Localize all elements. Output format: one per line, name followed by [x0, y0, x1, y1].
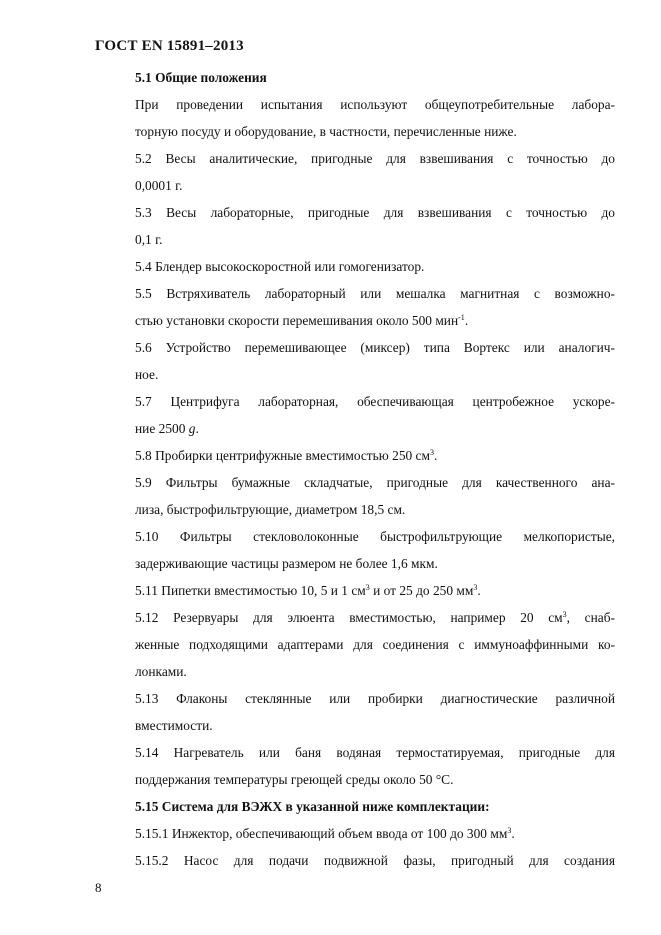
superscript: 3: [429, 448, 434, 457]
paragraph-5-5: [95, 280, 615, 334]
text-line: лонками.: [135, 664, 187, 679]
paragraph-5-7: [95, 388, 615, 442]
text-line: 5.4 Блендер высокоскоростной или гомогенизатор.: [135, 259, 425, 274]
text-line: 5.5 Встряхиватель лабораторный или мешалка магнитная с возможно-: [135, 286, 615, 301]
text-line: задерживающие частицы размером не более 1,6 мкм.: [135, 556, 438, 571]
text-run: 5.11 Пипетки вместимостью 10, 5 и 1 см: [135, 583, 366, 598]
paragraph-5-6: [95, 334, 615, 388]
paragraph-5-15-2: [95, 847, 615, 874]
superscript: 3: [473, 583, 478, 592]
text-run: , снаб-: [566, 610, 615, 625]
text-line: [95, 820, 615, 847]
text-line: женные подходящими адаптерами для соединения с иммуноаффинными ко-: [135, 637, 615, 652]
text-line: 5.10 Фильтры стекловолоконные быстрофильтрующие мелкопористые,: [135, 529, 615, 544]
paragraph-5-15-1: [95, 820, 615, 847]
section-heading: 5.1 Общие положения: [135, 70, 267, 85]
text-line: [95, 442, 615, 469]
page-number: 8: [95, 880, 102, 895]
paragraph-5-14: [95, 739, 615, 793]
superscript: 3: [507, 826, 512, 835]
text-run: 5.15.1 Инжектор, обеспечивающий объем ввода от 100 до 300 мм: [135, 826, 508, 841]
text-run: и от 25 до 250 мм: [369, 583, 474, 598]
text-line: поддержания температуры греющей среды около 50 °С.: [135, 772, 454, 787]
paragraph-5-9: [95, 469, 615, 523]
text-line: 5.7 Центрифуга лабораторная, обеспечивающая центробежное ускоре-: [135, 394, 615, 409]
text-line: 5.14 Нагреватель или баня водяная термостатируемая, пригодные для: [135, 745, 615, 760]
text-line: лиза, быстрофильтрующие, диаметром 18,5 см.: [135, 502, 406, 517]
superscript: -1: [458, 313, 465, 322]
superscript: 3: [562, 610, 567, 619]
text-line: 0,0001 г.: [135, 178, 183, 193]
text-line: 5.9 Фильтры бумажные складчатые, пригодные для качественного ана-: [135, 475, 615, 490]
paragraph-5-13: [95, 685, 615, 739]
document-code-header: ГОСТ EN 15891–2013: [95, 38, 244, 54]
text-run: 5.8 Пробирки центрифужные вместимостью 250 см: [135, 448, 430, 463]
italic-symbol: g: [188, 421, 196, 436]
text-line: [95, 307, 615, 334]
paragraph-5-10: [95, 523, 615, 577]
superscript: 3: [365, 583, 370, 592]
text-run: .: [464, 313, 469, 328]
text-line: 5.2 Весы аналитические, пригодные для взвешивания с точностью до: [135, 151, 615, 166]
text-line: [95, 604, 615, 631]
text-line: 5.6 Устройство перемешивающее (миксер) типа Вортекс или аналогич-: [135, 340, 615, 355]
paragraph-5-8: [95, 442, 615, 469]
text-line: ное.: [135, 367, 159, 382]
text-run: 5.12 Резервуары для элюента вместимостью, например 20 см: [135, 610, 563, 625]
paragraph-5-11: [95, 577, 615, 604]
text-line: [95, 577, 615, 604]
text-line: вместимости.: [135, 718, 213, 733]
subsection-heading-5-15: 5.15 Система для ВЭЖХ в указанной ниже комплектации:: [135, 799, 490, 814]
text-run: .: [195, 421, 199, 436]
text-line: При проведении испытания используют общеупотребительные лабора-: [135, 97, 615, 112]
text-run: стью установки скорости перемешивания около 500 мин: [135, 313, 459, 328]
text-run: ние 2500: [135, 421, 189, 436]
text-run: .: [433, 448, 438, 463]
page-body: [95, 64, 615, 874]
paragraph-intro: [95, 91, 615, 145]
text-run: .: [511, 826, 515, 841]
paragraph-5-12: [95, 604, 615, 685]
text-line: 5.13 Флаконы стеклянные или пробирки диагностические различной: [135, 691, 615, 706]
text-line: 5.15.2 Насос для подачи подвижной фазы, пригодный для создания: [135, 853, 615, 868]
text-line: 0,1 г.: [135, 232, 163, 247]
text-line: торную посуду и оборудование, в частности, перечисленные ниже.: [135, 124, 517, 139]
paragraph-5-2: [95, 145, 615, 199]
paragraph-5-3: [95, 199, 615, 253]
text-line: [95, 415, 615, 442]
paragraph-5-4: [95, 253, 615, 280]
text-run: .: [477, 583, 481, 598]
text-line: 5.3 Весы лабораторные, пригодные для взвешивания с точностью до: [135, 205, 615, 220]
